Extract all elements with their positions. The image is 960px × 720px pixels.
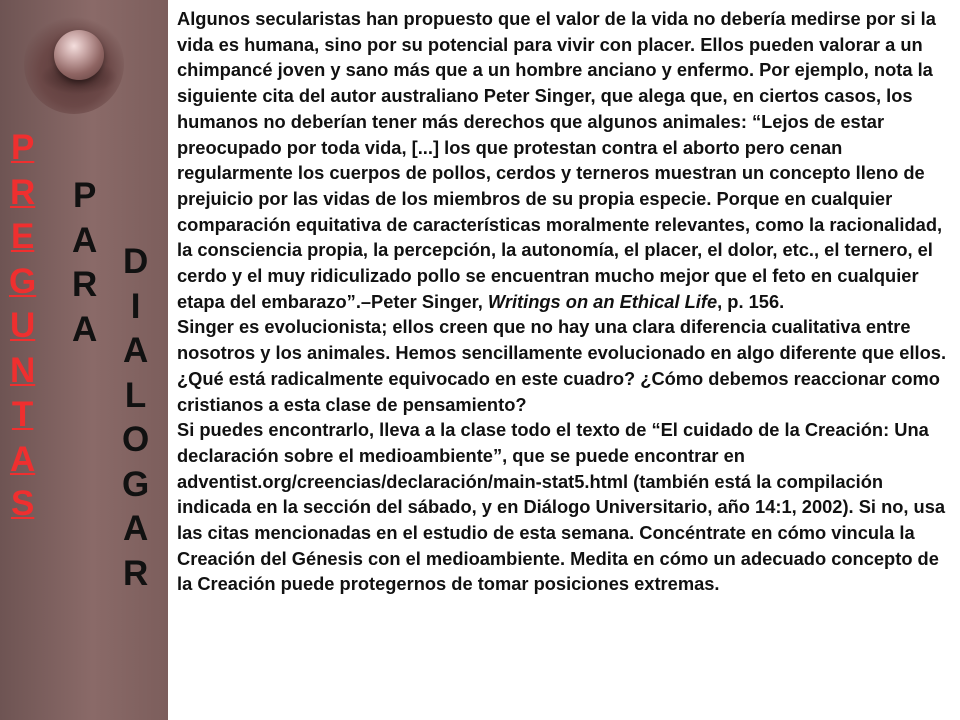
letter: A [122,509,149,548]
vertical-word-para [72,174,97,352]
letter: E [10,217,35,256]
book-title: Writings on an Ethical Life [487,290,718,312]
letter: A [122,331,149,370]
letter: R [122,553,149,593]
letter: A [72,309,98,349]
letter: G [9,261,37,301]
letter: S [10,484,35,523]
paragraph-questions: ¿Qué está radicalmente equivocado en este cuadro? ¿Cómo debemos reaccionar como cristianos a esta clase de pensamiento? [177,367,940,415]
paragraph-evolution: Singer es evolucionista; ellos creen que no hay una clara diferencia cualitativa entre nosotros y los animales. Hemos sencillamente evolucionado en algo diferente que ellos. [177,316,947,364]
letter: G [122,464,150,504]
letter: O [122,420,150,459]
quote-text: Algunos secularistas han propuesto que el valor de la vida no debería medirse por si la vida es humana, sino por su potencial para vivir con placer. Ellos pueden valorar a un chimpancé joven y sano más que a un hombre anciano y enfermo. Por ejemplo, nota la siguiente cita del autor australiano Peter Singer, que alega que, en ciertos casos, los humanos no deberían tener más derechos que algunos animales: “Lejos de estar preocupado por toda vida, [...] los que protestan contra el aborto pero cenan regularmente los cuerpos de pollos, cerdos y terneros muestran un concepto lleno de prejuicio por las vidas de los miembros de su propia especie. Porque en cualquier comparación equitativa de características moralmente relevantes, como la racionalidad, la consciencia propia, la percepción, la autonomía, el placer, el dolor, etc., el ternero, el cerdo y el muy ridiculizado pollo se encuentran mucho mejor que el feto en cualquier etapa del embarazo”.–Peter Singer, [177,8,943,312]
letter: A [72,220,98,260]
vertical-word-preguntas [9,126,36,527]
letter: R [9,172,36,212]
letter: I [130,286,141,326]
letter: D [122,242,149,281]
letter: A [9,439,36,479]
vertical-word-dialogar [122,240,149,596]
letter: R [72,265,98,304]
sidebar-panel [0,0,168,720]
paragraph-singer-quote [177,6,953,314]
letter: L [124,375,147,415]
paragraph-assignment: Si puedes encontrarlo, lleva a la clase todo el texto de “El cuidado de la Creación: Una declaración sobre el medioambiente”, que se puede encontrar en adventist.org/creencias/declaración/main-stat5.html (también está la compilación indicada en la sección del sábado, y en Diálogo Universitario, año 14:1, 2002). Si no, usa las citas mencionadas en el estudio de esta semana. Concéntrate en cómo vincula la Creación del Génesis con el medioambiente. Medita en cómo un adecuado concepto de la Creación puede protegernos de tomar posiciones extremas. [177,419,946,595]
letter: P [10,128,35,167]
citation-page: , p. 156. [717,290,785,312]
letter: T [11,395,34,434]
sphere-ornament [54,30,104,80]
letter: U [9,306,36,345]
letter: N [9,350,36,390]
letter: P [72,176,97,215]
body-text [177,6,953,597]
